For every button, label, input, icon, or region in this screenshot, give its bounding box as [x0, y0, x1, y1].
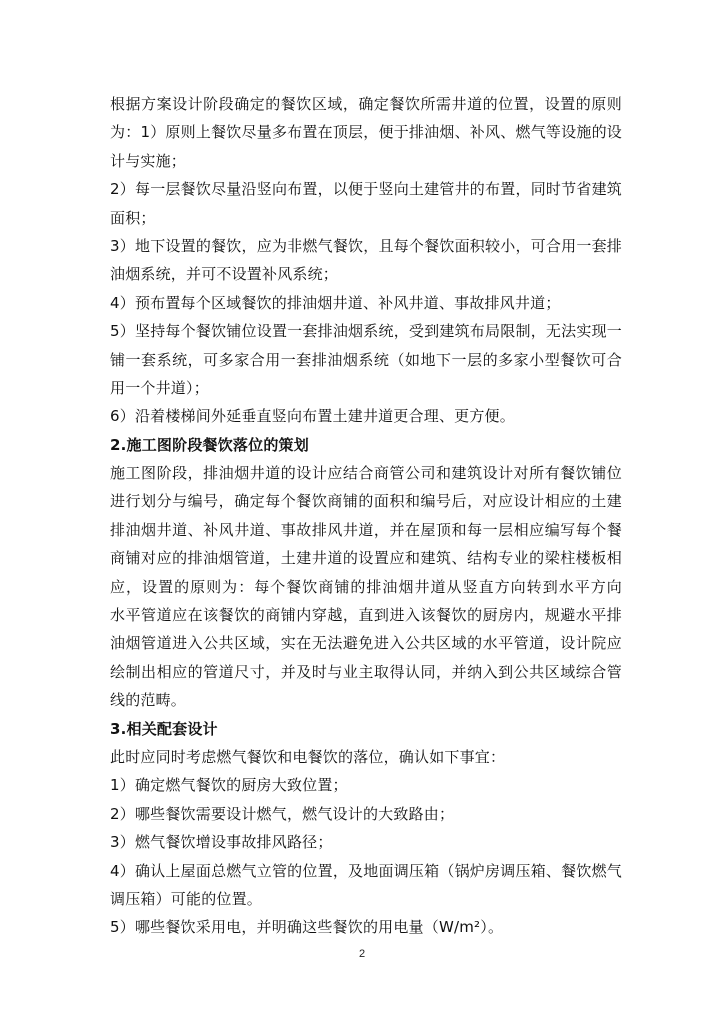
- paragraph-line: 商铺对应的排油烟管道，土建井道的设置应和建筑、结构专业的梁柱楼板相: [110, 549, 622, 568]
- page-number: 2: [358, 948, 366, 960]
- list-item: 2）哪些餐饮需要设计燃气，燃气设计的大致路由；: [110, 804, 455, 823]
- paragraph-line: 应，设置的原则为：每个餐饮商铺的排油烟井道从竖直方向转到水平方向: [110, 577, 622, 596]
- paragraph-line: 线的范畴。: [110, 691, 187, 710]
- paragraph-line: 进行划分与编号，确定每个餐饮商铺的面积和编号后，对应设计相应的土建: [110, 492, 622, 511]
- document-body: [110, 90, 622, 942]
- list-item-continuation: 用一个井道）；: [110, 378, 209, 397]
- section-heading: 3.相关配套设计: [110, 719, 218, 738]
- paragraph-line: 根据方案设计阶段确定的餐饮区域，确定餐饮所需井道的位置，设置的原则: [110, 95, 622, 113]
- list-item: 4）预布置每个区域餐饮的排油烟井道、补风井道、事故排风井道；: [110, 293, 561, 312]
- list-item: 6）沿着楼梯间外延垂直竖向布置土建井道更合理、更方便。: [110, 407, 515, 426]
- list-item-continuation: 铺一套系统，可多家合用一套排油烟系统（如地下一层的多家小型餐饮可合: [110, 350, 622, 369]
- list-item: 5）坚持每个餐饮铺位设置一套排油烟系统，受到建筑布局限制，无法实现一: [110, 322, 622, 341]
- list-item-continuation: 调压箱）可能的位置。: [110, 889, 263, 908]
- paragraph-line: 计与实施；: [110, 151, 187, 170]
- paragraph-line: 施工图阶段，排油烟井道的设计应结合商管公司和建筑设计对所有餐饮铺位: [110, 464, 622, 483]
- list-item: 4）确认上屋面总燃气立管的位置，及地面调压箱（锅炉房调压箱、餐饮燃气: [110, 861, 622, 880]
- list-item: 5）哪些餐饮采用电，并明确这些餐饮的用电量（W/m²）。: [110, 918, 504, 937]
- paragraph-line: 水平管道应在该餐饮的商铺内穿越，直到进入该餐饮的厨房内，规避水平排: [110, 606, 622, 625]
- list-item-continuation: 面积；: [110, 208, 156, 227]
- paragraph-line: 为：1）原则上餐饮尽量多布置在顶层，便于排油烟、补风、燃气等设施的设: [110, 123, 622, 142]
- list-item: 1）确定燃气餐饮的厨房大致位置；: [110, 776, 348, 795]
- list-item: 3）地下设置的餐饮，应为非燃气餐饮，且每个餐饮面积较小，可合用一套排: [110, 236, 622, 255]
- paragraph-line: 绘制出相应的管道尺寸，并及时与业主取得认同，并纳入到公共区域综合管: [110, 662, 622, 681]
- paragraph-line: 此时应同时考虑燃气餐饮和电餐饮的落位，确认如下事宜：: [110, 747, 506, 766]
- list-item: 2）每一层餐饮尽量沿竖向布置，以便于竖向土建管井的布置，同时节省建筑: [110, 180, 622, 199]
- list-item-continuation: 油烟系统，并可不设置补风系统；: [110, 265, 339, 284]
- paragraph-line: 排油烟井道、补风井道、事故排风井道，并在屋顶和每一层相应编写每个餐: [110, 520, 622, 539]
- list-item: 3）燃气餐饮增设事故排风路径；: [110, 833, 333, 852]
- section-heading: 2.施工图阶段餐饮落位的策划: [110, 435, 309, 454]
- paragraph-line: 油烟管道进入公共区域，实在无法避免进入公共区域的水平管道，设计院应: [110, 634, 622, 653]
